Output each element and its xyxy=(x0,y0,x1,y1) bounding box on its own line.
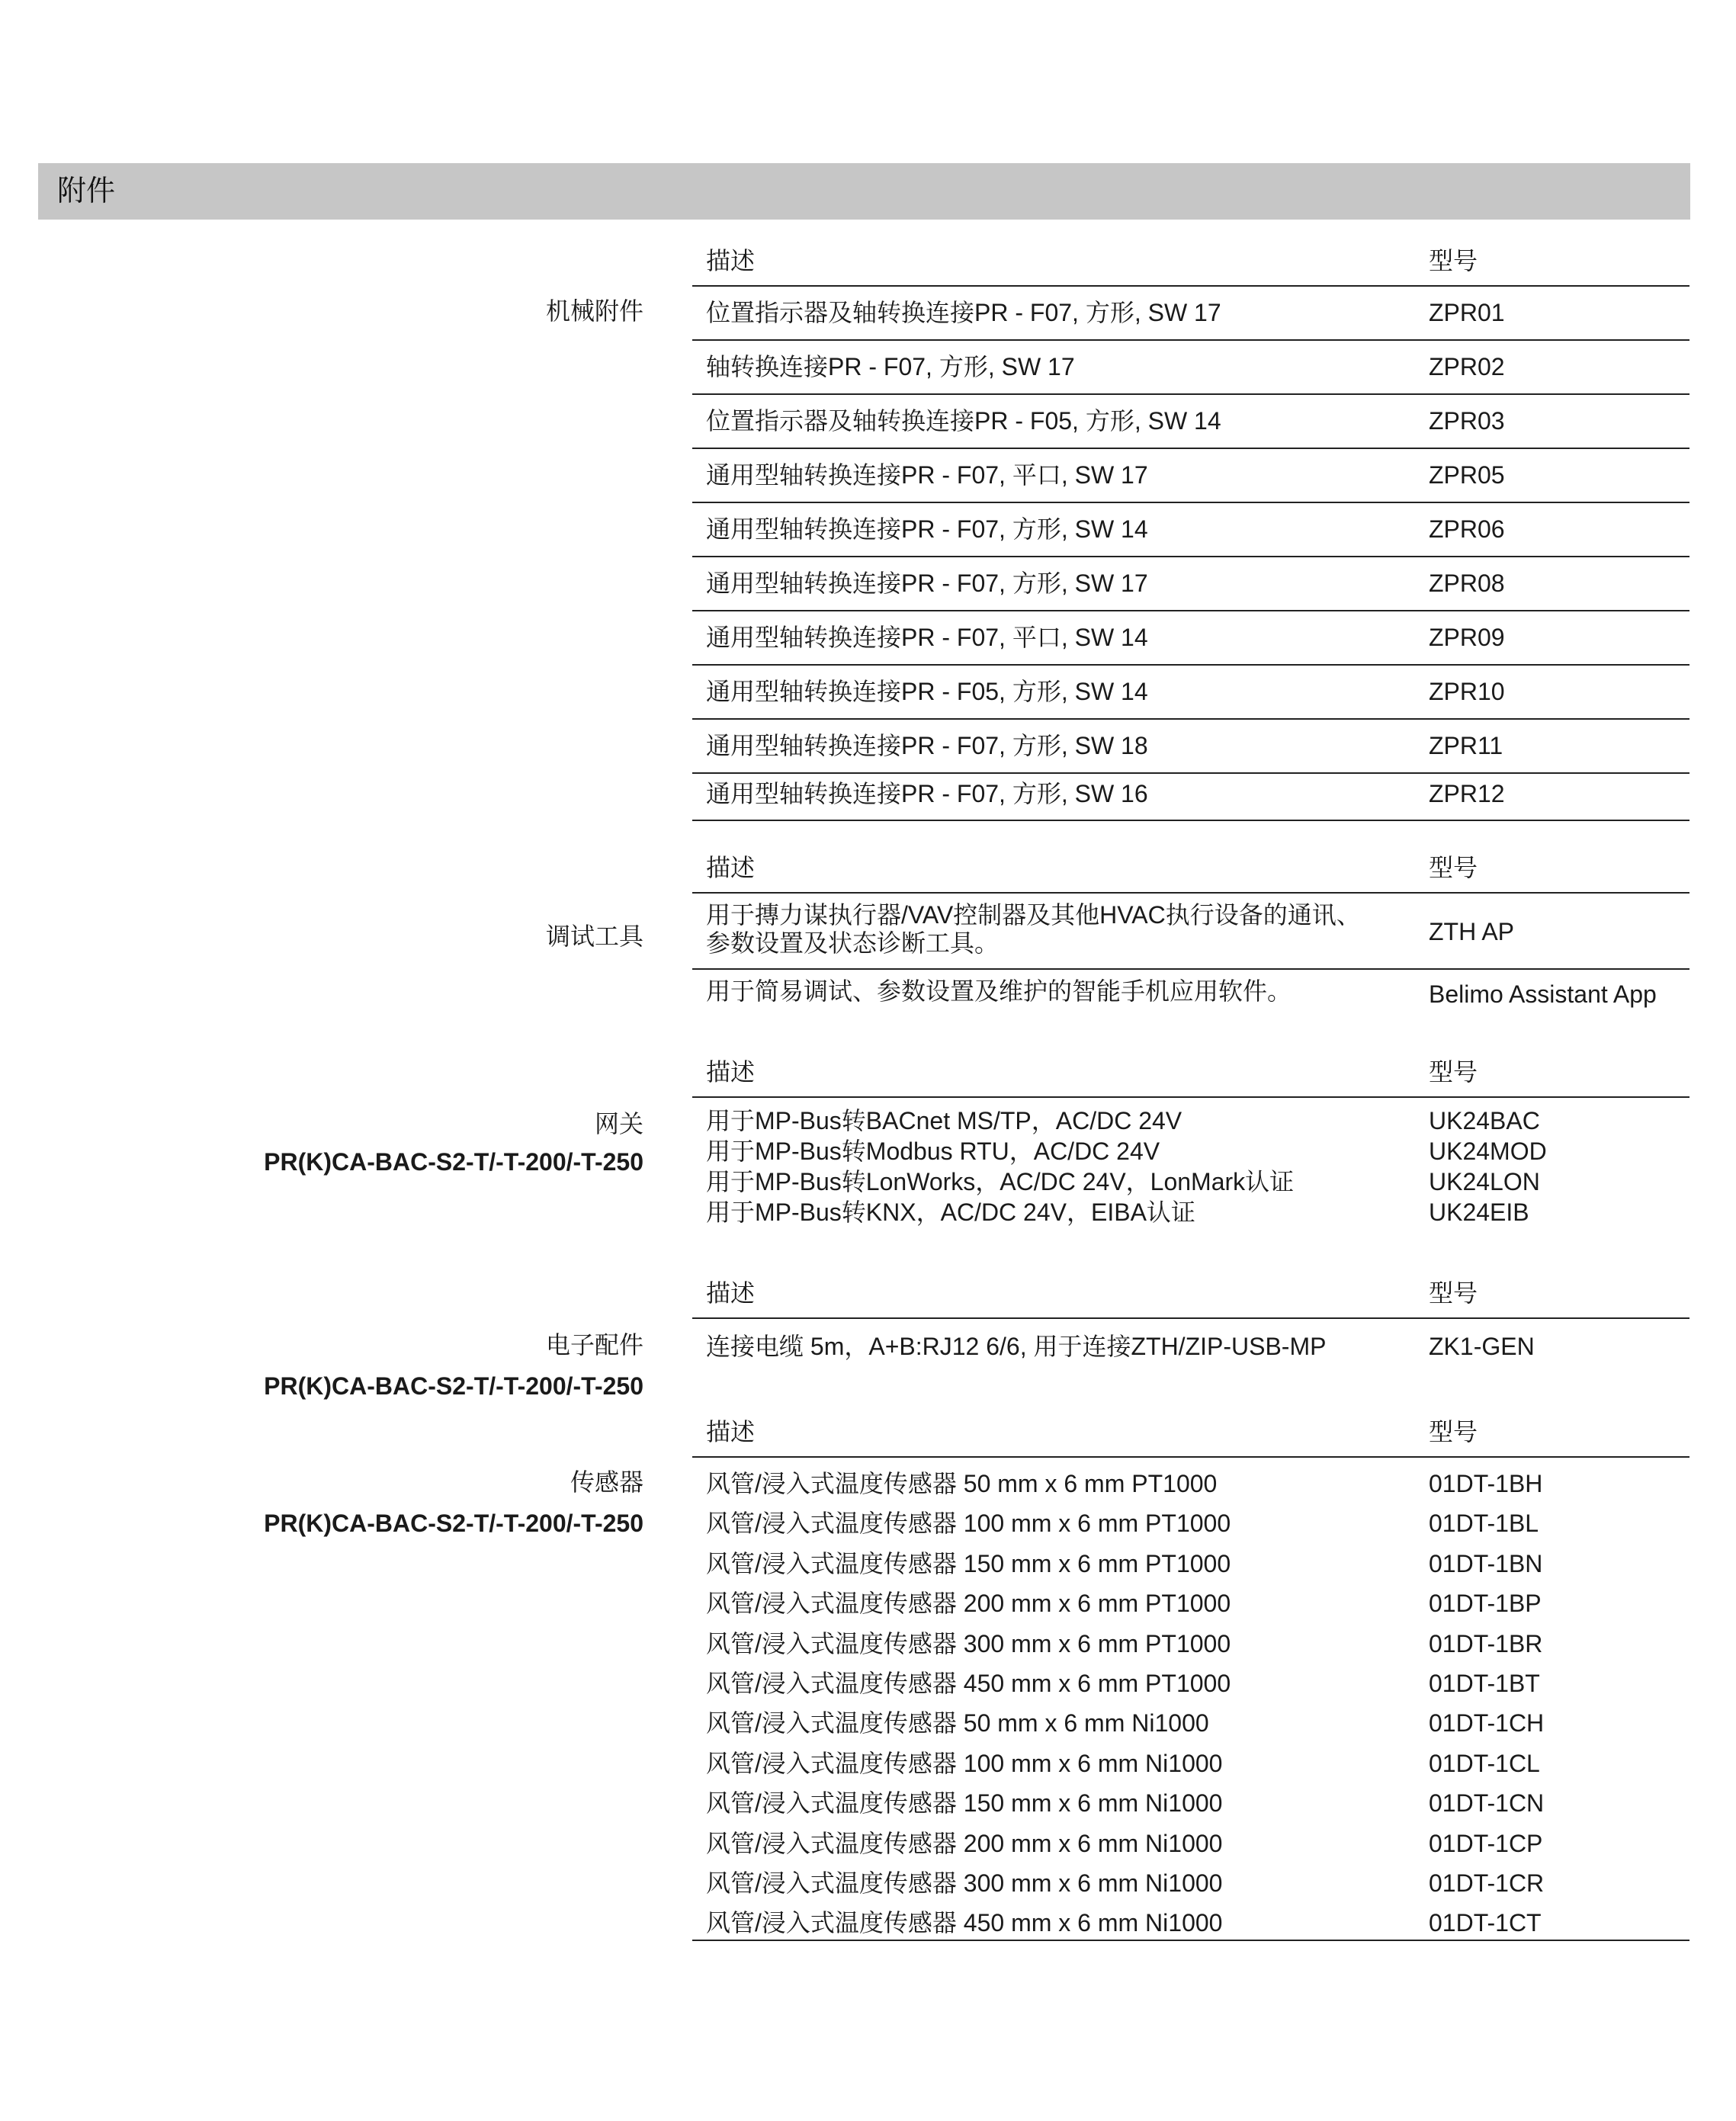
sensors-table xyxy=(692,1409,1689,1941)
row-desc: 连接电缆 5m，A+B:RJ12 6/6, 用于连接ZTH/ZIP-USB-MP xyxy=(706,1333,1327,1360)
table-header xyxy=(692,1409,1689,1458)
row-desc: 通用型轴转换连接PR - F07, 平口, SW 17 xyxy=(706,461,1148,489)
table-row xyxy=(692,341,1689,395)
row-desc: 风管/浸入式温度传感器 300 mm x 6 mm Ni1000 xyxy=(706,1869,1223,1898)
row-model: ZK1-GEN xyxy=(1429,1333,1535,1360)
sensors-label: 传感器 xyxy=(570,1468,643,1496)
column-header-model: 型号 xyxy=(1429,1418,1478,1446)
row-model: ZPR01 xyxy=(1429,299,1505,326)
table-row xyxy=(692,557,1689,611)
table-row xyxy=(692,611,1689,666)
row-desc: 风管/浸入式温度传感器 50 mm x 6 mm Ni1000 xyxy=(706,1709,1209,1738)
column-header-model: 型号 xyxy=(1429,1279,1478,1307)
tools-label: 调试工具 xyxy=(545,923,643,950)
column-header-desc: 描述 xyxy=(706,247,756,274)
row-desc: 用于MP-Bus转Modbus RTU，AC/DC 24V xyxy=(706,1138,1160,1165)
row-model: ZPR05 xyxy=(1429,461,1505,489)
row-desc: 风管/浸入式温度传感器 450 mm x 6 mm Ni1000 xyxy=(706,1909,1223,1937)
row-model: ZPR06 xyxy=(1429,515,1505,543)
gateway-desc-list xyxy=(706,1105,1294,1227)
row-desc: 位置指示器及轴转换连接PR - F05, 方形, SW 14 xyxy=(706,407,1221,435)
row-desc: 通用型轴转换连接PR - F07, 方形, SW 17 xyxy=(706,570,1148,597)
row-desc: 风管/浸入式温度传感器 150 mm x 6 mm PT1000 xyxy=(706,1549,1231,1577)
sensors-rows xyxy=(692,1458,1689,1941)
gateway-label: 网关 xyxy=(594,1110,643,1138)
row-desc: 用于摶力谋执行器/VAV控制器及其他HVAC执行设备的通讯、参数设置及状态诊断工具。 xyxy=(706,901,1361,957)
row-model: Belimo Assistant App xyxy=(1429,980,1657,1008)
table-row xyxy=(692,720,1689,774)
table-row xyxy=(692,1098,1689,1235)
row-desc: 风管/浸入式温度传感器 450 mm x 6 mm PT1000 xyxy=(706,1670,1231,1698)
row-model: UK24MOD xyxy=(1429,1138,1547,1165)
row-model: ZPR11 xyxy=(1429,732,1503,759)
table-row xyxy=(692,774,1689,821)
row-desc: 风管/浸入式温度传感器 200 mm x 6 mm Ni1000 xyxy=(706,1829,1223,1857)
column-header-desc: 描述 xyxy=(706,1279,756,1307)
page-title: 附件 xyxy=(57,175,116,207)
column-header-desc: 描述 xyxy=(706,854,756,881)
row-model: 01DT-1BN xyxy=(1429,1549,1543,1577)
row-model: 01DT-1BL xyxy=(1429,1510,1539,1538)
table-header xyxy=(692,845,1689,894)
row-model: 01DT-1BT xyxy=(1429,1670,1540,1698)
electronic-product-range: PR(K)CA-BAC-S2-T/-T-200/-T-250 xyxy=(264,1372,643,1400)
table-row xyxy=(692,287,1689,341)
row-model: 01DT-1CR xyxy=(1429,1869,1545,1898)
row-desc: 风管/浸入式温度传感器 300 mm x 6 mm PT1000 xyxy=(706,1629,1231,1657)
row-model: ZTH AP xyxy=(1429,918,1515,945)
row-desc: 风管/浸入式温度传感器 50 mm x 6 mm PT1000 xyxy=(706,1470,1218,1497)
row-model: UK24LON xyxy=(1429,1168,1540,1195)
gateway-table xyxy=(692,1049,1689,1235)
row-desc: 通用型轴转换连接PR - F07, 方形, SW 16 xyxy=(706,780,1148,807)
table-row xyxy=(692,666,1689,720)
row-desc: 通用型轴转换连接PR - F05, 方形, SW 14 xyxy=(706,678,1148,705)
row-desc: 用于MP-Bus转KNX，AC/DC 24V，EIBA认证 xyxy=(706,1198,1195,1226)
column-header-model: 型号 xyxy=(1429,247,1478,274)
table-row xyxy=(692,1319,1689,1388)
section-header-bar xyxy=(38,163,1690,220)
row-desc: 通用型轴转换连接PR - F07, 方形, SW 18 xyxy=(706,732,1148,759)
row-model: UK24EIB xyxy=(1429,1198,1529,1226)
row-model: 01DT-1CN xyxy=(1429,1789,1545,1818)
electronic-table xyxy=(692,1270,1689,1388)
gateway-model-list xyxy=(1429,1105,1547,1227)
table-row xyxy=(692,970,1689,1023)
row-model: ZPR08 xyxy=(1429,570,1505,597)
row-desc: 风管/浸入式温度传感器 100 mm x 6 mm PT1000 xyxy=(706,1510,1231,1538)
table-header xyxy=(692,238,1689,287)
row-model: 01DT-1BR xyxy=(1429,1629,1543,1657)
row-model: ZPR09 xyxy=(1429,624,1505,651)
table-header xyxy=(692,1270,1689,1319)
row-desc: 用于简易调试、参数设置及维护的智能手机应用软件。 xyxy=(706,977,1292,1005)
row-model: 01DT-1BH xyxy=(1429,1470,1543,1497)
table-header xyxy=(692,1049,1689,1098)
row-desc: 通用型轴转换连接PR - F07, 平口, SW 14 xyxy=(706,624,1148,651)
row-desc: 风管/浸入式温度传感器 100 mm x 6 mm Ni1000 xyxy=(706,1749,1223,1777)
row-desc: 用于MP-Bus转BACnet MS/TP，AC/DC 24V xyxy=(706,1107,1182,1134)
row-model: ZPR12 xyxy=(1429,780,1505,807)
row-desc: 位置指示器及轴转换连接PR - F07, 方形, SW 17 xyxy=(706,299,1221,326)
column-header-model: 型号 xyxy=(1429,854,1478,881)
row-desc: 风管/浸入式温度传感器 150 mm x 6 mm Ni1000 xyxy=(706,1789,1223,1818)
row-model: 01DT-1BP xyxy=(1429,1590,1542,1618)
table-row xyxy=(692,503,1689,557)
row-model: 01DT-1CP xyxy=(1429,1829,1543,1857)
row-desc: 通用型轴转换连接PR - F07, 方形, SW 14 xyxy=(706,515,1148,543)
column-header-desc: 描述 xyxy=(706,1058,756,1086)
column-header-desc: 描述 xyxy=(706,1418,756,1446)
gateway-product-range: PR(K)CA-BAC-S2-T/-T-200/-T-250 xyxy=(264,1148,643,1176)
row-model: 01DT-1CH xyxy=(1429,1709,1545,1738)
sensors-desc-list xyxy=(706,1464,1231,1943)
mechanical-table xyxy=(692,238,1689,821)
row-model: 01DT-1CL xyxy=(1429,1749,1540,1777)
row-model: ZPR10 xyxy=(1429,678,1505,705)
row-model: ZPR02 xyxy=(1429,353,1505,380)
table-row xyxy=(692,395,1689,449)
table-row xyxy=(692,894,1689,970)
sensors-model-list xyxy=(1429,1464,1544,1943)
row-model: 01DT-1CT xyxy=(1429,1909,1542,1937)
table-row xyxy=(692,449,1689,503)
row-model: ZPR03 xyxy=(1429,407,1505,435)
column-header-model: 型号 xyxy=(1429,1058,1478,1086)
electronic-label: 电子配件 xyxy=(545,1331,643,1359)
mechanical-label: 机械附件 xyxy=(545,297,643,325)
row-desc: 轴转换连接PR - F07, 方形, SW 17 xyxy=(706,353,1075,380)
tools-table xyxy=(692,845,1689,1023)
sensors-product-range: PR(K)CA-BAC-S2-T/-T-200/-T-250 xyxy=(264,1510,643,1537)
row-model: UK24BAC xyxy=(1429,1107,1540,1134)
row-desc: 用于MP-Bus转LonWorks，AC/DC 24V，LonMark认证 xyxy=(706,1168,1295,1195)
row-desc: 风管/浸入式温度传感器 200 mm x 6 mm PT1000 xyxy=(706,1590,1231,1618)
